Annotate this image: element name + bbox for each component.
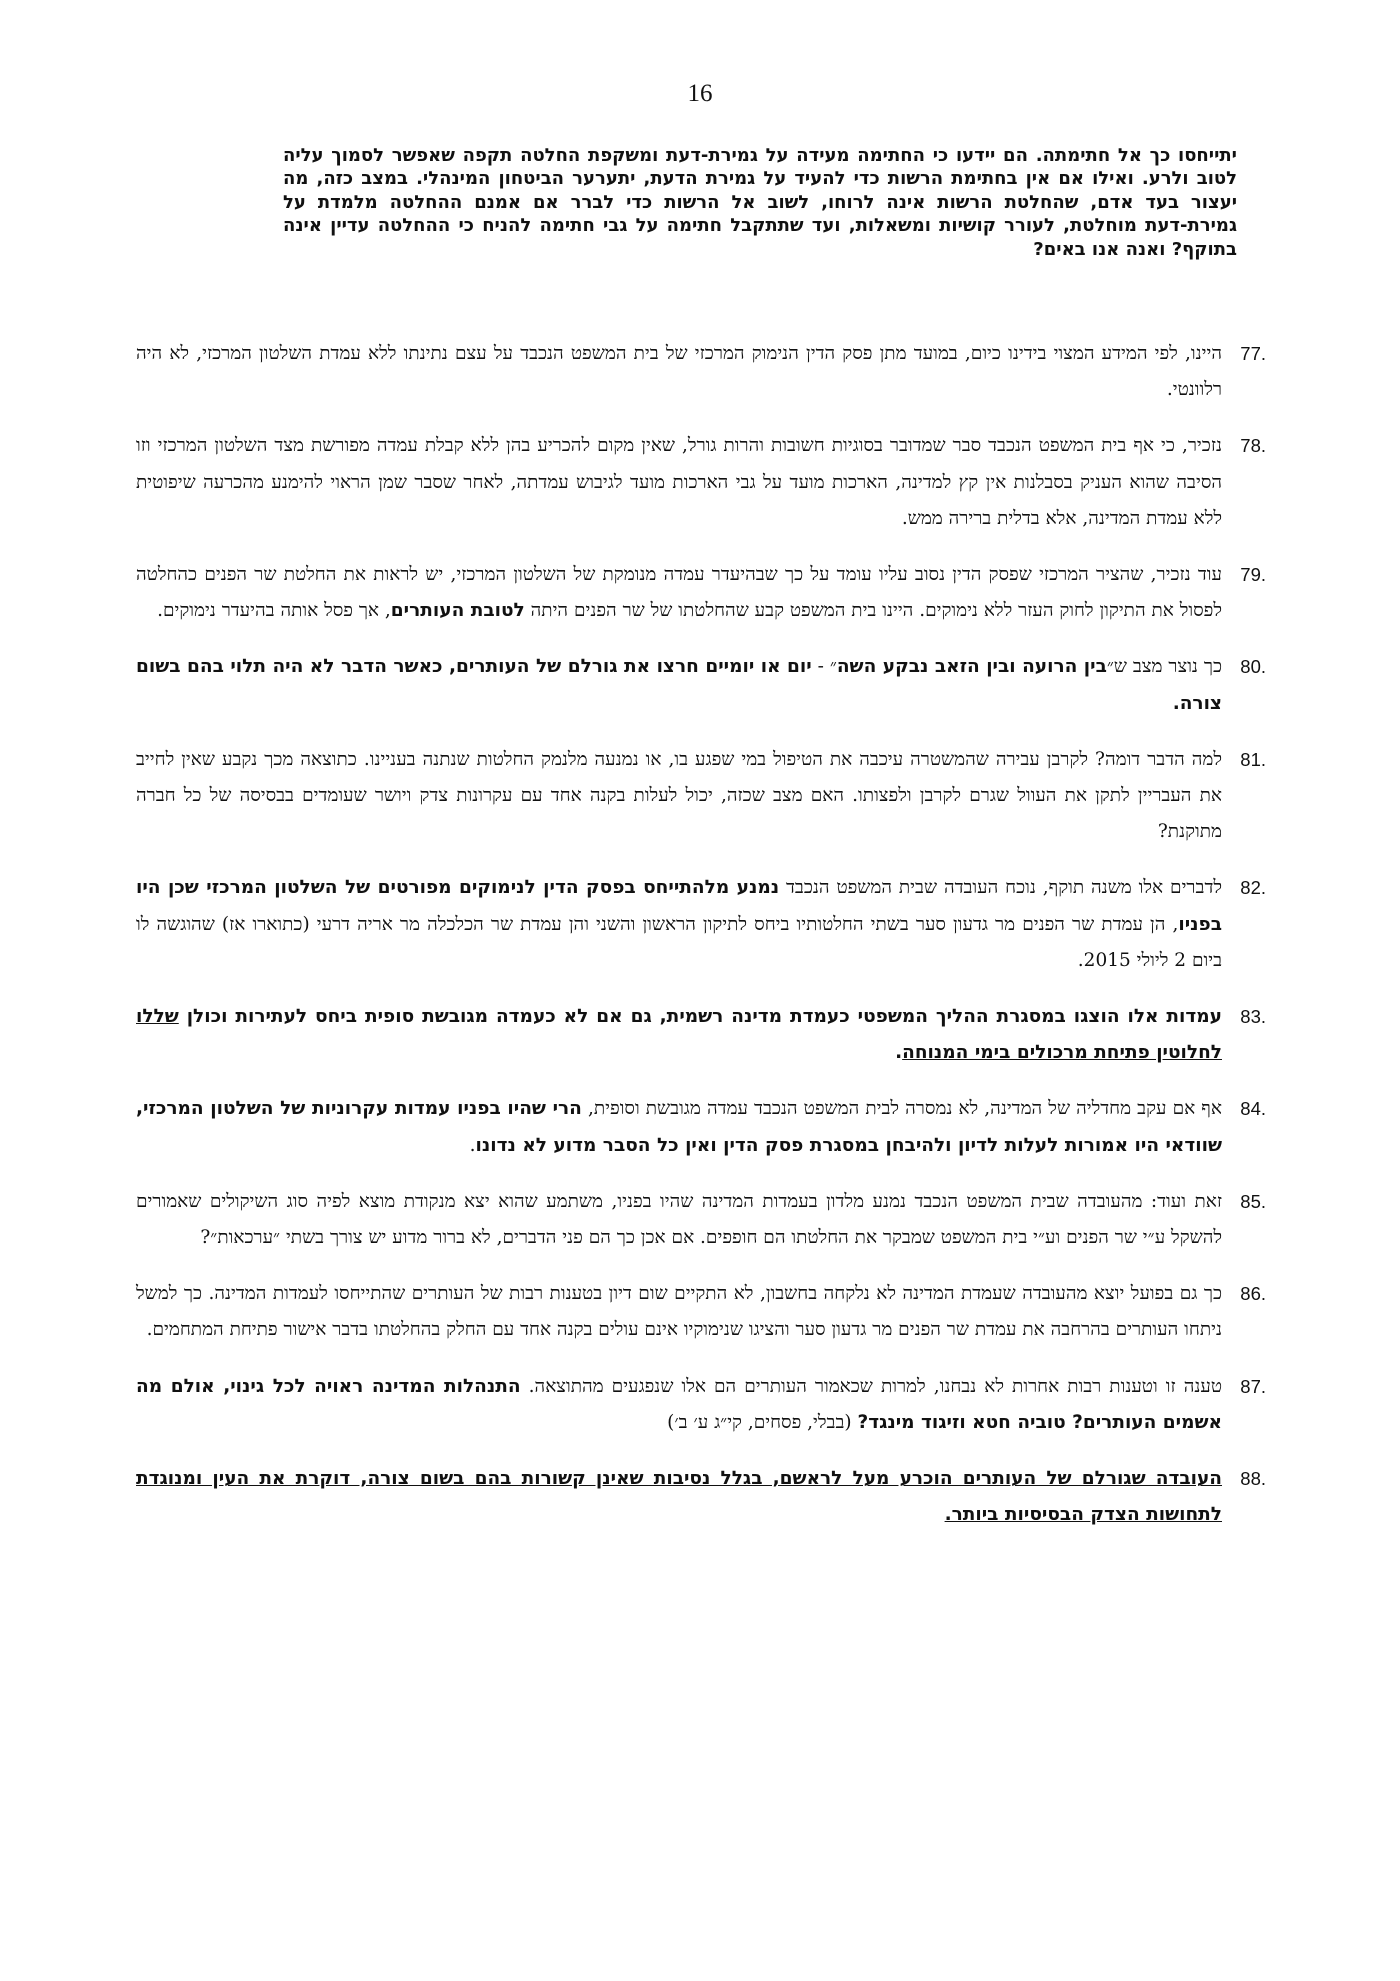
paragraph-text	[136, 557, 1222, 629]
paragraph-number: 88.	[1240, 1468, 1266, 1490]
text-segment: טענה זו וטענות רבות אחרות לא נבחנו, למרות שכאמור העותרים הם אלו שנפגעים מהתוצאה.	[520, 1375, 1222, 1397]
text-segment: נזכיר, כי אף בית המשפט הנכבד סבר שמדובר בסוגיות חשובות והרות גורל, שאין מקום להכריע בהן ללא קבלת עמדה מפורשת מצד השלטון המרכזי וזו הסיבה שהוא העניק בסבלנות אין קץ למדינה, הארכות מועד על גבי הארכות מועד לגיבוש עמדתה, לאחר שסבר שמן הראוי להימנע מהכרעה שיפוטית ללא עמדת המדינה, אלא בדלית ברירה ממש.	[136, 435, 1222, 529]
numbered-paragraphs	[136, 336, 1266, 1553]
text-segment: , אך פסל אותה בהיעדר נימוקים.	[157, 600, 391, 622]
paragraph-81	[136, 742, 1266, 851]
text-segment: העובדה שגורלם של העותרים הוכרע מעל לראשם, בגלל נסיבות שאינן קשורות בהם בשום צורה, דוקרת את העין ומנוגדת לתחושות הצדק הבסיסיות ביותר.	[136, 1468, 1222, 1526]
paragraph-text	[136, 428, 1222, 537]
paragraph-85	[136, 1184, 1266, 1256]
paragraph-text	[136, 1091, 1222, 1163]
paragraph-number: 86.	[1240, 1283, 1266, 1305]
paragraph-number: 79.	[1240, 564, 1266, 586]
text-segment: נמנע מלהתייחס בפסק הדין לנימוקים מפורטים של השלטון המרכזי שכן היו בפניו	[136, 877, 1222, 935]
paragraph-text	[136, 870, 1222, 979]
paragraph-83	[136, 999, 1266, 1071]
text-segment: .	[895, 1042, 903, 1064]
paragraph-text	[136, 649, 1222, 721]
block-quote: יתייחסו כך אל חתימתה. הם יידעו כי החתימה מעידה על גמירת-דעת ומשקפת החלטה תקפה שאפשר לסמוך עליה לטוב ולרע. ואילו אם אין בחתימת הרשות כדי להעיד על גמירת הדעת, יתערער הביטחון המינהלי. במצב כזה, מה יעצור בעד אדם, שהחלטת הרשות אינה לרוחו, לשוב אל הרשות כדי לברר אם אמנם ההחלטה מלמדת על גמירת-דעת מוחלטת, לעורר קושיות ומשאלות, ועד שתתקבל חתימה על גבי חתימה להניח כי ההחלטה עדיין אינה בתוקף? ואנה אנו באים?	[283, 145, 1237, 260]
paragraph-number: 87.	[1240, 1375, 1266, 1397]
paragraph-number: 82.	[1240, 877, 1266, 899]
paragraph-number: 77.	[1240, 343, 1266, 364]
paragraph-text	[136, 1369, 1222, 1441]
text-segment: , הן עמדת שר הפנים מר גדעון סער בשתי החלטותיו ביחס לתיקון הראשון והשני והן עמדת שר הכלכלה מר אריה דרעי (כתוארו אז) שהוגשה לו ביום 2 ליולי 2015.	[136, 913, 1222, 971]
paragraph-text	[136, 336, 1222, 408]
paragraph-number: 81.	[1240, 748, 1266, 770]
text-segment: יום או יומיים חרצו את גורלם של העותרים, כאשר הדבר לא היה תלוי בהם בשום צורה.	[136, 656, 1222, 714]
text-segment: הרי שהיו בפניו עמדות עקרוניות של השלטון המרכזי, שוודאי היו אמורות לעלות לדיון ולהיבחן במסגרת פסק הדין ואין כל הסבר מדוע לא נדונו	[136, 1098, 1222, 1156]
text-segment: שללו לחלוטין פתיחת מרכולים בימי המנוחה	[136, 1006, 1222, 1064]
paragraph-text	[136, 742, 1222, 851]
page-number: 16	[687, 80, 713, 107]
paragraph-86	[136, 1276, 1266, 1348]
text-segment: למה הדבר דומה? לקרבן עבירה שהמשטרה עיכבה את הטיפול במי שפגע בו, או נמנעה מלנמק החלטות שנתנה בעניינו. כתוצאה מכך נקבע שאין לחייב את העבריין לתקן את העוול שגרם לקרבן ולפצותו. האם מצב שכזה, יכול לעלות בקנה אחד עם עקרונות צדק ויושר שעומדים בבסיסה של כל חברה מתוקנת?	[136, 748, 1222, 843]
text-segment: עוד נזכיר, שהציר המרכזי שפסק הדין נסוב עליו עומד על כך שבהיעדר עמדה מנומקת של השלטון המרכזי, יש לראות את החלטת שר הפנים כהחלטה לפסול את התיקון לחוק העזר ללא נימוקים. היינו בית המשפט קבע שהחלטתו של שר הפנים היתה	[136, 564, 1222, 622]
text-segment: ״ -	[811, 656, 837, 678]
paragraph-number: 84.	[1240, 1098, 1266, 1120]
paragraph-number: 80.	[1240, 656, 1266, 678]
paragraph-84	[136, 1091, 1266, 1163]
text-segment: בין הרועה ובין הזאב נבקע השה	[836, 656, 1107, 678]
text-segment: כך גם בפועל יוצא מהעובדה שעמדת המדינה לא נלקחה בחשבון, לא התקיים שום דיון בטענות רבות של העותרים שהתייחסו לעמדות המדינה. כך למשל ניתחו העותרים בהרחבה את עמדת שר הפנים מר גדעון סער והציגו שנימוקיו אינם עולים בקנה אחד עם החלק בהחלטתו בדבר אישור פתיחת המתחמים.	[136, 1283, 1222, 1341]
paragraph-number: 83.	[1240, 1006, 1266, 1028]
paragraph-82	[136, 870, 1266, 979]
paragraph-80	[136, 649, 1266, 721]
paragraph-87	[136, 1369, 1266, 1441]
paragraph-number: 85.	[1240, 1190, 1266, 1212]
paragraph-text	[136, 1184, 1222, 1256]
text-segment: .	[469, 1134, 476, 1156]
paragraph-text	[136, 999, 1222, 1071]
paragraph-88	[136, 1461, 1266, 1533]
text-segment: היינו, לפי המידע המצוי בידינו כיום, במועד מתן פסק הדין הנימוק המרכזי של בית המשפט הנכבד על עצם נתינתו ללא עמדת השלטון המרכזי, לא היה רלוונטי.	[136, 343, 1222, 401]
text-segment: לטובת העותרים	[390, 600, 525, 622]
text-segment: עמדות אלו הוצגו במסגרת ההליך המשפטי כעמדת מדינה רשמית, גם אם לא כעמדה מגובשת סופית ביחס לעתירות וכולן	[178, 1006, 1222, 1028]
text-segment: זאת ועוד: מהעובדה שבית המשפט הנכבד נמנע מלדון בעמדות המדינה שהיו בפניו, משתמע שהוא יצא מנקודת מוצא לפיה סוג השיקולים שאמורים להשקל ע״י שר הפנים וע״י בית המשפט שמבקר את החלטתו הם חופפים. אם אכן כך הם פני הדברים, לא ברור מדוע יש צורך בשתי ״ערכאות״?	[136, 1190, 1222, 1249]
text-segment: התנהלות המדינה ראויה לכל גינוי, אולם מה אשמים העותרים? טוביה חטא וזיגוד מינגד?	[136, 1375, 1222, 1433]
text-segment: (בבלי, פסחים, קי״ג ע׳ ב׳)	[667, 1411, 858, 1433]
text-segment: כך נוצר מצב ש״	[1106, 656, 1222, 678]
paragraph-77	[136, 336, 1266, 408]
text-segment: אף אם עקב מחדליה של המדינה, לא נמסרה לבית המשפט הנכבד עמדה מגובשת וסופית,	[581, 1098, 1222, 1120]
paragraph-number: 78.	[1240, 435, 1266, 457]
text-segment: לדברים אלו משנה תוקף, נוכח העובדה שבית המשפט הנכבד	[779, 877, 1222, 899]
paragraph-78	[136, 428, 1266, 537]
paragraph-text	[136, 1461, 1222, 1533]
paragraph-79	[136, 557, 1266, 629]
paragraph-text	[136, 1276, 1222, 1348]
